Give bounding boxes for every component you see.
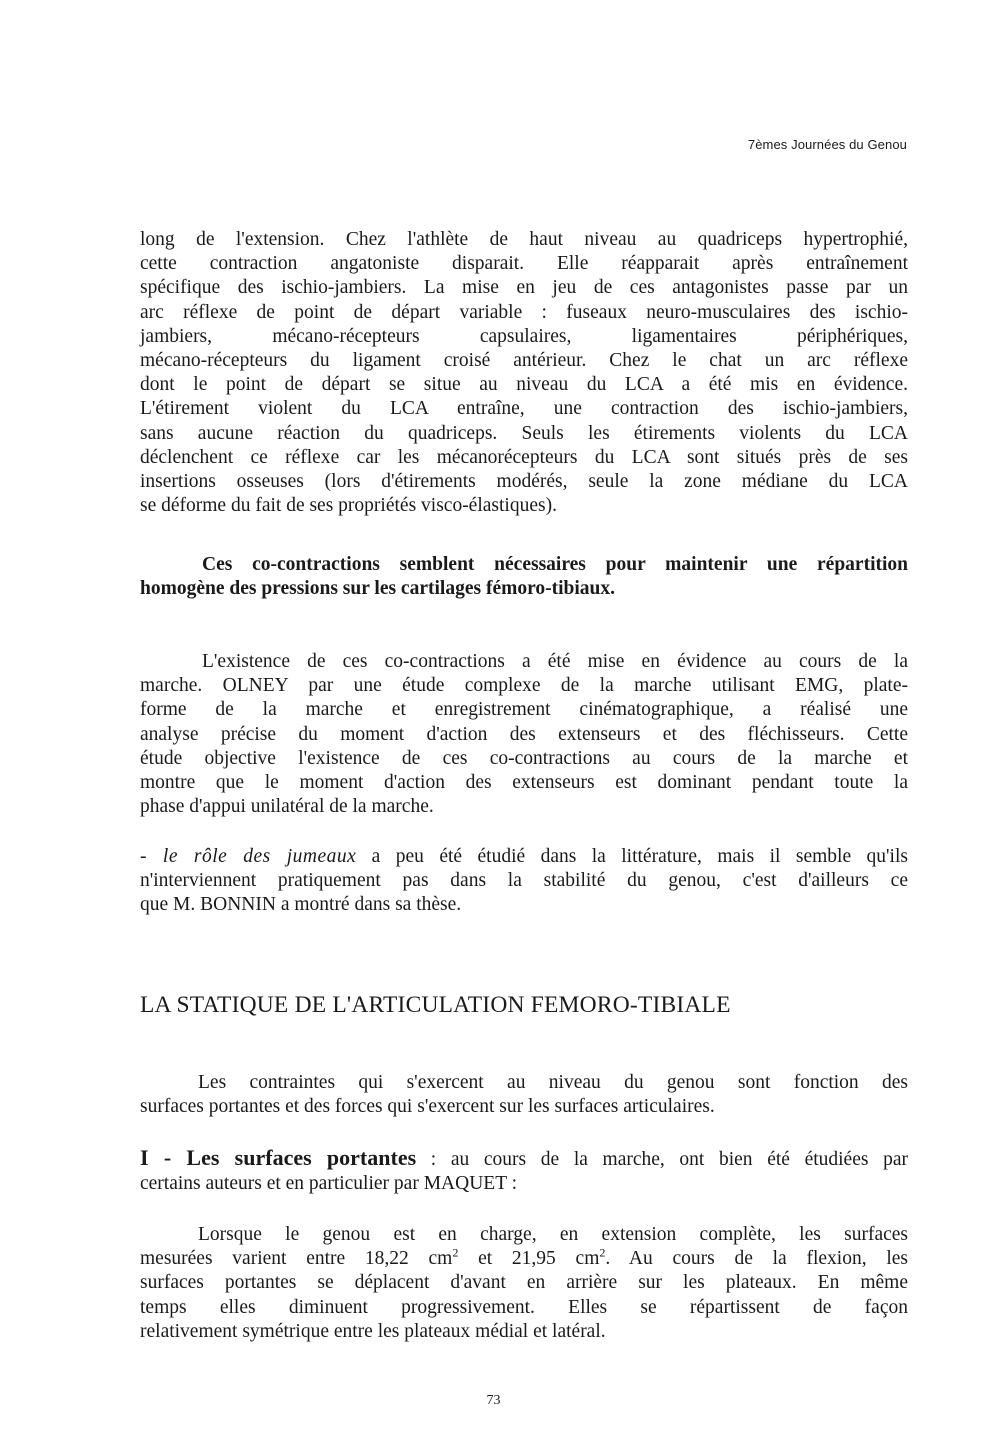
text-line: cette contraction angatoniste disparait. Elle réapparait après entraînement (140, 253, 908, 275)
text-line: que M. BONNIN a montré dans sa thèse. (140, 894, 462, 916)
text-line: montre que le moment d'action des extenseurs est dominant pendant toute la (140, 772, 908, 794)
text-line: temps elles diminuent progressivement. Elles se répartissent de façon (140, 1296, 908, 1318)
text-line: Lorsque le genou est en charge, en extension complète, les surfaces (198, 1224, 908, 1245)
text-line (140, 1247, 908, 1271)
text-line: L'étirement violent du LCA entraîne, une contraction des ischio-jambiers, (140, 398, 908, 420)
text-line: mécano-récepteurs du ligament croisé antérieur. Chez le chat un arc réflexe (140, 350, 908, 372)
text-line: relativement symétrique entre les plateaux médial et latéral. (140, 1320, 606, 1342)
text-line: n'interviennent pratiquement pas dans la stabilité du genou, c'est d'ailleurs ce (140, 870, 908, 892)
paragraph-olney-study (140, 650, 908, 819)
text-line: analyse précise du moment d'action des extenseurs et des fléchisseurs. Cette (140, 723, 908, 745)
text-line: forme de la marche et enregistrement cinématographique, a réalisé une (140, 699, 908, 721)
text-line (140, 1146, 908, 1172)
page-number: 73 (486, 1393, 501, 1408)
text-line: certains auteurs et en particulier par MAQUET : (140, 1173, 518, 1195)
text-run: : au cours de la marche, ont bien été étudiées par (416, 1149, 908, 1170)
text-run: mesurées varient entre 18,22 cm (140, 1248, 453, 1270)
text-line: Les contraintes qui s'exercent au niveau du genou sont fonction des (198, 1072, 908, 1093)
text-line: insertions osseuses (lors d'étirements modérés, seule la zone médiane du LCA (140, 471, 908, 493)
superscript: 2 (452, 1245, 459, 1260)
text-line: arc réflexe de point de départ variable : fuseaux neuro-musculaires des ischio- (140, 301, 908, 323)
text-run: a peu été étudié dans la littérature, mais il semble qu'ils (356, 846, 908, 867)
text-line: homogène des pressions sur les cartilages fémoro-tibiaux. (140, 578, 616, 600)
text-line: étude objective l'existence de ces co-contractions au cours de la marche et (140, 747, 908, 769)
sub-heading: I - Les surfaces portantes (140, 1145, 417, 1170)
text-line: surfaces portantes se déplacent d'avant en arrière sur les plateaux. En même (140, 1272, 908, 1294)
text-line: déclenchent ce réflexe car les mécanorécepteurs du LCA sont situés près de ses (140, 446, 908, 468)
paragraph-co-contraction (140, 228, 908, 518)
text-line: phase d'appui unilatéral de la marche. (140, 796, 434, 818)
text-line: spécifique des ischio-jambiers. La mise en jeu de ces antagonistes passe par un (140, 277, 908, 299)
text-line: se déforme du fait de ses propriétés visco-élastiques). (140, 495, 557, 517)
text-run: . Au cours de la flexion, les (605, 1248, 908, 1270)
running-header: 7èmes Journées du Genou (747, 137, 907, 152)
text-line: L'existence de ces co-contractions a été mise en évidence au cours de la (202, 651, 908, 672)
text-line: long de l'extension. Chez l'athlète de haut niveau au quadriceps hypertrophié, (140, 229, 908, 250)
text-line: sans aucune réaction du quadriceps. Seuls les étirements violents du LCA (140, 422, 908, 444)
text-line: jambiers, mécano-récepteurs capsulaires, ligamentaires périphériques, (140, 325, 908, 347)
paragraph-surfaces-portantes (140, 1146, 908, 1196)
text-line: Ces co-contractions semblent nécessaires pour maintenir une répartition (202, 554, 908, 575)
paragraph-jumeaux (140, 845, 908, 918)
italic-lead: - le rôle des jumeaux (140, 846, 357, 867)
text-line: dont le point de départ se situe au niveau du LCA a été mis en évidence. (140, 374, 908, 396)
superscript: 2 (599, 1245, 606, 1260)
paragraph-contraintes (140, 1071, 908, 1119)
text-run: et 21,95 cm (458, 1248, 600, 1270)
paragraph-mesures (140, 1223, 908, 1344)
text-line: marche. OLNEY par une étude complexe de la marche utilisant EMG, plate- (140, 675, 908, 697)
text-line (140, 845, 908, 869)
paragraph-bold-statement (140, 553, 908, 601)
section-heading: LA STATIQUE DE L'ARTICULATION FEMORO-TIBIALE (140, 992, 731, 1018)
text-line: surfaces portantes et des forces qui s'exercent sur les surfaces articulaires. (140, 1096, 715, 1118)
